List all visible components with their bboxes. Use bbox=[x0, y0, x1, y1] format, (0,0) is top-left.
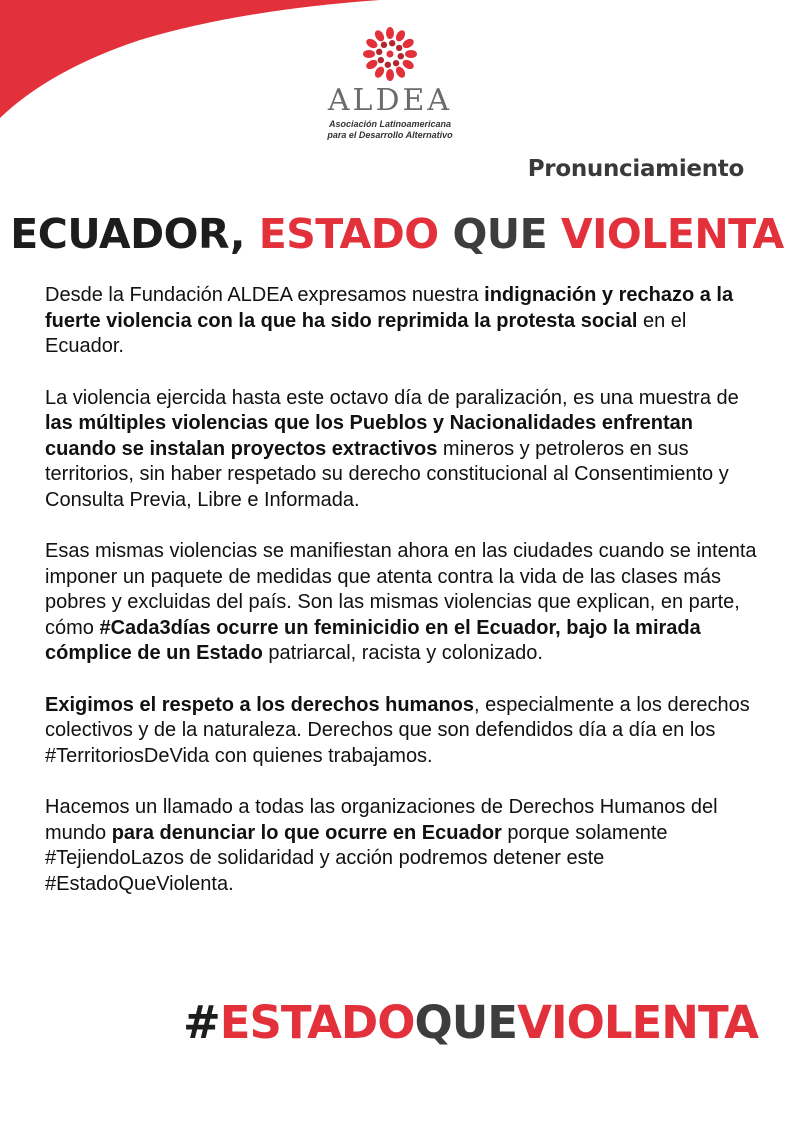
title-part-estado: ESTADO bbox=[258, 210, 439, 258]
logo-subtitle-line1: Asociación Latinoamericana bbox=[328, 119, 452, 129]
paragraph-3 bbox=[45, 539, 760, 667]
document-type-label: Pronunciamiento bbox=[527, 156, 744, 182]
statement-body bbox=[45, 283, 760, 923]
logo-subtitle-line2: para el Desarrollo Alternativo bbox=[327, 130, 453, 140]
p3-text-a: Esas mismas violencias se manifiestan ahora en las ciudades cuando se intenta imponer un paquete de medidas que atenta contra la vida de las clases más pobres y excluidas del país. Son las mismas violencias que explican, en parte, cómo bbox=[45, 540, 757, 639]
paragraph-4 bbox=[45, 693, 760, 770]
title-part-que: QUE bbox=[452, 210, 548, 258]
p2-text-b: mineros y petroleros en sus territorios, sin haber respetado su derecho constitucional al Consentimiento y Consulta Previa, Libre e Informada. bbox=[45, 437, 729, 511]
p1-text-b: en el Ecuador. bbox=[45, 309, 687, 357]
p5-bold: para denunciar lo que ocurre en Ecuador bbox=[111, 821, 502, 844]
paragraph-2 bbox=[45, 386, 760, 514]
p4-text-a: , especialmente a los derechos colectivos y de la naturaleza. Derechos que son defendidos día a día en los #TerritoriosDeVida con quienes trabajamos. bbox=[45, 693, 750, 767]
title-part-violenta: VIOLENTA bbox=[560, 210, 784, 258]
p2-text-a: La violencia ejercida hasta este octavo día de paralización, es una muestra de bbox=[45, 386, 739, 409]
p5-text-a: Hacemos un llamado a todas las organizaciones de Derechos Humanos del mundo bbox=[45, 796, 718, 844]
p2-bold: las múltiples violencias que los Pueblos y Nacionalidades enfrentan cuando se instalan proyectos extractivos bbox=[45, 412, 693, 460]
logo-name: ALDEA bbox=[327, 83, 453, 118]
page-title bbox=[0, 210, 794, 258]
title-part-ecuador: ECUADOR, bbox=[10, 210, 245, 258]
aldea-flower-icon bbox=[358, 22, 422, 86]
p1-text-a: Desde la Fundación ALDEA expresamos nuestra bbox=[45, 284, 485, 306]
p4-bold: Exigimos el respeto a los derechos humanos bbox=[45, 693, 475, 716]
hashtag-que: QUE bbox=[414, 996, 518, 1049]
hashtag-violenta: VIOLENTA bbox=[517, 996, 758, 1049]
p1-bold: indignación y rechazo a la fuerte violencia con la que ha sido reprimida la protesta social bbox=[45, 284, 734, 332]
aldea-logo bbox=[300, 22, 480, 141]
hashtag-symbol: # bbox=[183, 996, 220, 1049]
hashtag-estado: ESTADO bbox=[219, 996, 415, 1049]
logo-subtitle bbox=[300, 119, 480, 141]
footer-hashtag bbox=[183, 996, 758, 1049]
p3-text-b: patriarcal, racista y colonizado. bbox=[262, 642, 543, 664]
p3-bold: #Cada3días ocurre un feminicidio en el Ecuador, bajo la mirada cómplice de un Estado bbox=[45, 616, 701, 664]
p5-text-b: porque solamente #TejiendoLazos de solidaridad y acción podremos detener este #EstadoQueViolenta. bbox=[45, 821, 668, 895]
paragraph-1 bbox=[45, 283, 760, 360]
paragraph-5 bbox=[45, 795, 760, 897]
